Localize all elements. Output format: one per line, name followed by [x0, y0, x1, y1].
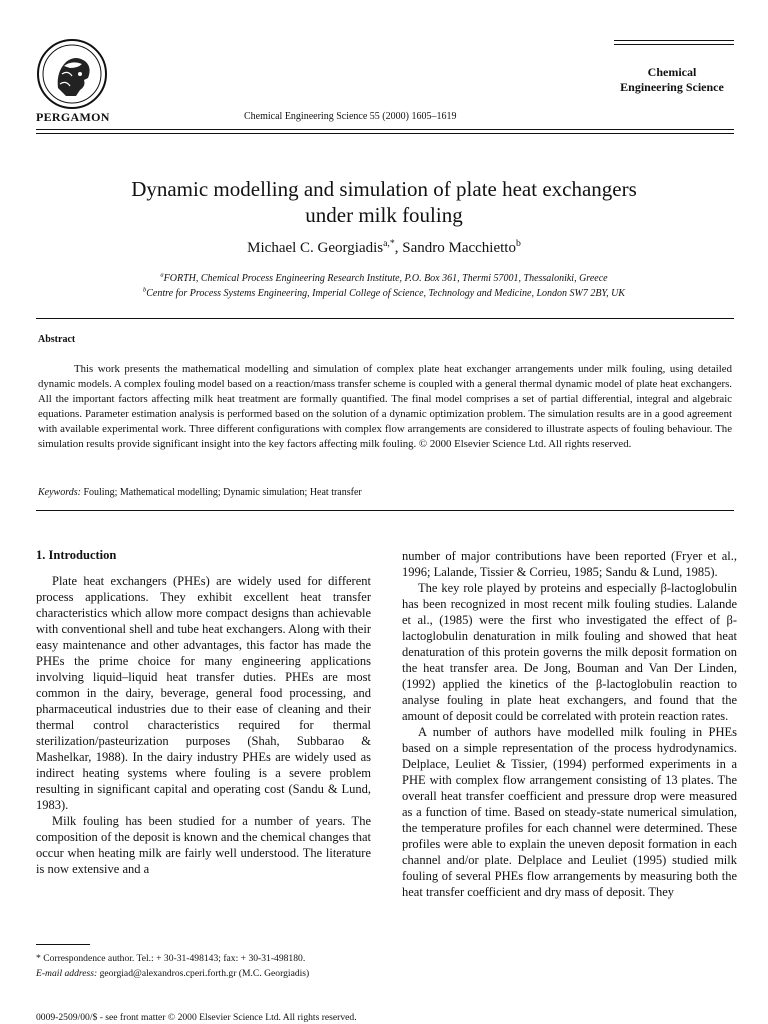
- email-text: georgiad@alexandros.cperi.forth.gr (M.C. Georgiadis): [97, 968, 310, 979]
- top-double-rule-1: [614, 40, 734, 41]
- abstract-top-rule: [36, 318, 734, 319]
- email-note: [36, 966, 372, 981]
- affiliation-a: [40, 271, 728, 286]
- header-rule-1: [36, 129, 734, 130]
- footnote-rule: [36, 944, 90, 945]
- paragraph: A number of authors have modelled milk fouling in PHEs based on a simple representation of the process hydrodynamics. Delplace, Leuliet & Tissier, (1994) performed experiments in a PHE with complex flow arrangement consisting of 13 plates. The overall heat transfer coefficient and pressure drop were measured as a function of time. Based on steady-state numerical simulation, the temperature profiles for each channel were determined. These profiles were able to explain the uneven deposit formation in each channel and/or plate. Delplace and Leuliet (1995) studied milk fouling of several PHEs flow arrangements by measuring both the heat transfer coefficient and dry mass of deposit. They: [402, 725, 737, 899]
- right-column: [402, 548, 737, 900]
- article-title: [40, 176, 728, 228]
- article-title-line1: Dynamic modelling and simulation of plate heat exchangers: [131, 177, 637, 201]
- keywords-text: Fouling; Mathematical modelling; Dynamic simulation; Heat transfer: [80, 487, 362, 498]
- top-double-rule-2: [614, 44, 734, 45]
- header-rule-2: [36, 133, 734, 134]
- keywords: [38, 487, 362, 498]
- affiliation-marker: b: [143, 286, 147, 294]
- abstract-text: This work presents the mathematical modelling and simulation of complex plate heat exchanger arrangements under milk fouling, using detailed dynamic models. A complex fouling model based on a reaction/mass transfer scheme is coupled with a general thermal dynamic model of plate heat exchangers. All the important factors affecting milk heat treatment are formally quantified. The final model comprises a set of partial differential, integral and algebraic equations. Parameter estimation analysis is performed based on the solution of a dynamic optimization problem. The simulation results are in a good agreement with available experimental work. Three different configurations with complex flow arrangements are considered to illustrate aspects of fouling behaviour. The simulation results provide significant insight into the key factors affecting milk fouling. © 2000 Elsevier Science Ltd. All rights reserved.: [38, 363, 732, 450]
- author-name: Sandro Macchietto: [402, 240, 516, 256]
- affiliation-b: [40, 286, 728, 301]
- affiliation-text: FORTH, Chemical Process Engineering Research Institute, P.O. Box 361, Thermi 57001, Thessaloniki, Greece: [163, 273, 608, 284]
- paragraph: number of major contributions have been reported (Fryer et al., 1996; Lalande, Tissier & Corrieu, 1985; Sandu & Lund, 1985).: [402, 549, 737, 579]
- paragraph: Milk fouling has been studied for a number of years. The composition of the deposit is known and the chemical changes that occur when heating milk are fairly well understood. The literature is now extensive and a: [36, 814, 371, 876]
- affiliation-marker: a: [160, 271, 164, 279]
- author-list: [40, 240, 728, 257]
- paragraph: Plate heat exchangers (PHEs) are widely used for different process applications. They exhibit excellent heat transfer characteristics which allow more compact designs than achievable with conventional shell and tube heat exchangers. Along with their easy maintenance and other advantages, this factor has made the PHEs the prime choice for many engineering applications involving liquid–liquid heat transfer duties. PHEs are most common in the dairy, beverage, general food processing, and pharmaceutical industries due to their ease of cleaning and their thermal control characteristics required for thermal sterilization/pasteurization purposes (Shah, Subbarao & Mashelkar, 1988). In the dairy industry PHEs are widely used as indirect heating systems where fouling is a severe problem resulting in significant capital and operating cost (Sandu & Lund, 1983).: [36, 574, 371, 812]
- journal-name: [610, 65, 734, 95]
- correspondence-note: * Correspondence author. Tel.: + 30-31-498143; fax: + 30-31-498180.: [36, 953, 306, 964]
- email-label: E-mail address:: [36, 968, 98, 979]
- footnote: [36, 951, 372, 981]
- front-matter-line: 0009-2509/00/$ - see front matter © 2000 Elsevier Science Ltd. All rights reserved.: [36, 1012, 357, 1023]
- author-separator: ,: [394, 240, 403, 256]
- author-affiliation-marker: a,*: [383, 238, 395, 249]
- journal-citation: Chemical Engineering Science 55 (2000) 1605–1619: [244, 111, 457, 122]
- abstract-bottom-rule: [36, 510, 734, 511]
- section-heading: 1. Introduction: [36, 548, 117, 562]
- publisher-name: PERGAMON: [36, 110, 110, 124]
- paragraph: The key role played by proteins and especially β-lactoglobulin has been recognized in most recent milk fouling studies. Lalande et al., (1985) were the first who investigated the effect of β-lactoglobulin denaturation in milk fouling and showed that heat denaturation of this protein governs the milk deposit formation on the heat transfer area. De Jong, Bouman and Van Der Linden, (1992) applied the kinetics of the β-lactoglobulin reaction to analyse fouling in plate heat exchangers, and found that the amount of deposit could be correlated with protein reaction rates.: [402, 581, 737, 723]
- journal-name-line1: Chemical: [647, 65, 697, 79]
- publisher-logo: [36, 38, 108, 110]
- author-affiliation-marker: b: [515, 238, 521, 249]
- left-column: [36, 573, 371, 877]
- article-title-line2: under milk fouling: [305, 203, 463, 227]
- affiliation-text: Centre for Process Systems Engineering, Imperial College of Science, Technology and Medicine, London SW7 2BY, UK: [146, 288, 625, 299]
- author-name: Michael C. Georgiadis: [247, 240, 384, 256]
- affiliations: [40, 271, 728, 301]
- abstract-heading: Abstract: [38, 334, 76, 345]
- journal-name-line2: Engineering Science: [620, 80, 724, 94]
- keywords-label: Keywords:: [38, 487, 81, 498]
